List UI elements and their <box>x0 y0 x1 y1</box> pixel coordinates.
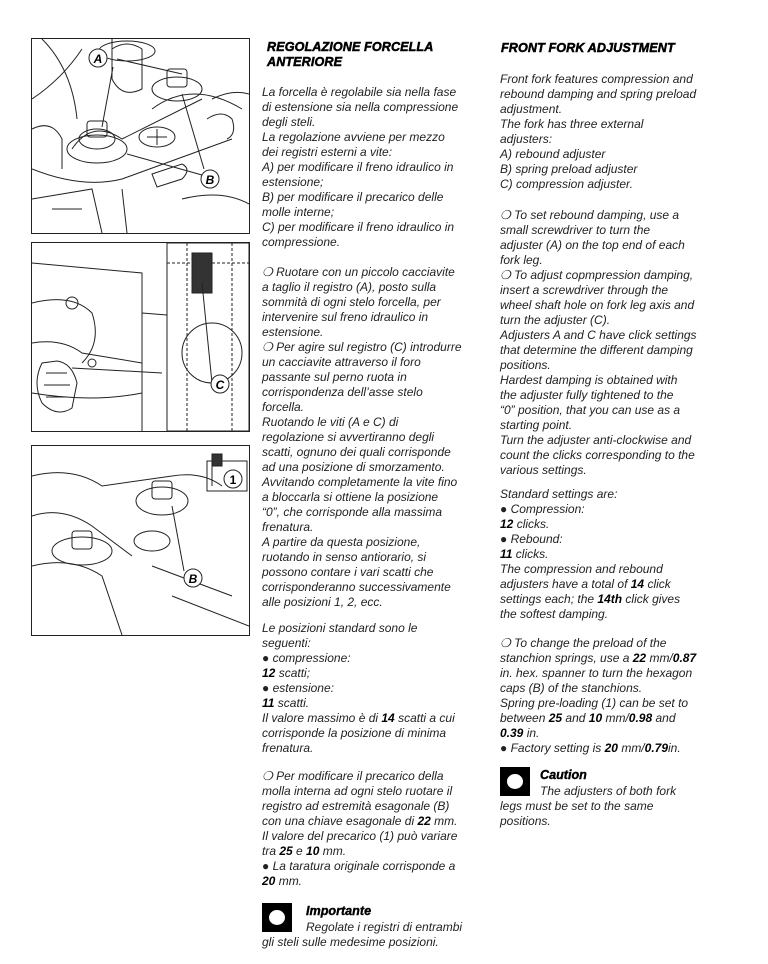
text-line: positions. <box>500 814 551 828</box>
text-segment: adjusters have a total of <box>500 577 631 591</box>
text-line: “0” position, that you can use as a <box>500 403 681 417</box>
text-line: regolazione si avvertiranno degli <box>262 430 435 444</box>
text-segment: and <box>562 711 589 725</box>
text-line: C) compression adjuster. <box>500 177 633 191</box>
text-line: ❍ Ruotare con un piccolo cacciavite <box>262 265 455 279</box>
english-paragraph <box>500 208 697 478</box>
text-line: caps (B) of the stanchions. <box>500 681 643 695</box>
bold-value: 25 <box>279 844 293 858</box>
italian-heading <box>267 40 433 70</box>
bold-value: 0.98 <box>628 711 653 725</box>
bold-value: 20 <box>604 741 618 755</box>
text-line: B) per modificare il precarico delle <box>262 190 444 204</box>
text-line: A partire da questa posizione, <box>262 535 421 549</box>
text-line: Regolate i registri di entrambi <box>306 920 463 934</box>
text-line: in. hex. spanner to turn the hexagon <box>500 666 693 680</box>
text-line <box>262 666 455 681</box>
text-line: fork leg. <box>500 253 543 267</box>
text-segment: mm/ <box>602 711 629 725</box>
text-line: that determine the different damping <box>500 343 693 357</box>
note-title: Importante <box>306 904 372 918</box>
bold-value: 14 <box>630 577 645 591</box>
text-segment: stanchion springs, use a <box>500 651 633 665</box>
text-line <box>500 592 680 607</box>
label-a: A <box>93 52 103 66</box>
text-line: ❍ To adjust copmpression damping, <box>500 268 694 282</box>
text-line: turn the adjuster (C). <box>500 313 611 327</box>
label-b: B <box>205 173 215 187</box>
figure-fork-compression-adjuster <box>31 242 250 432</box>
text-line: B) spring preload adjuster <box>500 162 638 176</box>
label-c: C <box>215 378 225 392</box>
bold-value: 14 <box>381 711 395 725</box>
text-segment: click <box>644 577 671 591</box>
text-segment: mm. <box>275 874 303 888</box>
text-line: degli steli. <box>262 115 316 129</box>
figure-fork-top-adjusters <box>31 38 250 234</box>
text-line: various settings. <box>500 463 587 477</box>
text-line: starting point. <box>500 418 573 432</box>
text-line: ● Rebound: <box>500 532 563 546</box>
bold-value: 12 <box>262 666 276 680</box>
text-line <box>262 874 457 889</box>
bold-value: 0.87 <box>672 651 697 665</box>
text-line <box>262 814 457 829</box>
text-segment: mm. <box>319 844 347 858</box>
text-segment: between <box>500 711 549 725</box>
label-b: B <box>188 572 198 586</box>
note-title: Caution <box>540 768 587 782</box>
text-line: Front fork features compression and <box>500 72 693 86</box>
text-line: corrisponde la posizione di minima <box>262 726 447 740</box>
bold-value: 12 <box>500 517 514 531</box>
text-line: Adjusters A and C have click settings <box>500 328 697 342</box>
text-segment: mm/ <box>617 741 645 755</box>
text-line: ad una posizione di smorzamento. <box>262 460 445 474</box>
text-line <box>500 741 696 756</box>
text-line: alle posizioni 1, 2, ecc. <box>262 595 383 609</box>
text-line: Hardest damping is obtained with <box>500 373 678 387</box>
italian-paragraph <box>262 769 457 889</box>
english-paragraph <box>500 487 680 622</box>
bold-value: 25 <box>548 711 563 725</box>
text-line <box>500 711 696 726</box>
bold-value: 22 <box>632 651 647 665</box>
text-line: intervenire sul freno idraulico in <box>262 310 429 324</box>
text-line: compressione. <box>262 235 341 249</box>
text-line: ● Compression: <box>500 502 585 516</box>
text-line: A) rebound adjuster <box>500 147 606 161</box>
text-line: A) per modificare il freno idraulico in <box>262 160 454 174</box>
text-line: the softest damping. <box>500 607 609 621</box>
text-line: ● La taratura originale corrisponde a <box>262 859 456 873</box>
text-line <box>262 711 455 726</box>
text-line: un cacciavite attraverso il foro <box>262 355 421 369</box>
text-line: adjuster (A) on the top end of each <box>500 238 685 252</box>
text-segment: e <box>292 844 307 858</box>
italian-paragraph <box>262 85 458 250</box>
text-line: The adjusters of both fork <box>540 784 677 798</box>
label-1: 1 <box>229 473 237 487</box>
text-line: positions. <box>500 358 551 372</box>
text-line: rebound damping and spring preload <box>500 87 697 101</box>
text-line: The compression and rebound <box>500 562 663 576</box>
text-line: ❍ To set rebound damping, use a <box>500 208 680 222</box>
text-line: C) per modificare il freno idraulico in <box>262 220 455 234</box>
text-line: “0”, che corrisponde alla massima <box>262 505 443 519</box>
text-segment: mm. <box>430 814 458 828</box>
bold-value: 11 <box>262 696 275 710</box>
text-segment: scatti; <box>275 666 311 680</box>
text-line: insert a screwdriver through the <box>500 283 669 297</box>
text-line: The fork has three external <box>500 117 644 131</box>
text-line: registro ad estremità esagonale (B) <box>262 799 450 813</box>
text-line: passante sul perno ruota in <box>262 370 407 384</box>
text-line: legs must be set to the same <box>500 799 654 813</box>
text-line: frenatura. <box>262 741 314 755</box>
text-line: ❍ To change the preload of the <box>500 636 667 650</box>
text-line: estensione; <box>262 175 324 189</box>
heading-line: FRONT FORK ADJUSTMENT <box>501 41 675 55</box>
text-segment: ● Factory setting is <box>500 741 605 755</box>
text-line: dei registri esterni a vite: <box>262 145 393 159</box>
italian-paragraph <box>262 265 462 610</box>
bold-value: 0.39 <box>500 726 524 740</box>
text-line: Ruotando le viti (A e C) di <box>262 415 399 429</box>
text-line: Le posizioni standard sono le <box>262 621 418 635</box>
text-segment: in. <box>523 726 540 740</box>
text-line: possono contare i vari scatti che <box>262 565 434 579</box>
text-segment: clicks. <box>512 547 549 561</box>
bold-value: 10 <box>588 711 603 725</box>
text-line: Avvitando completamente la vite fino <box>262 475 458 489</box>
text-line: the adjuster fully tightened to the <box>500 388 674 402</box>
text-line: frenatura. <box>262 520 314 534</box>
text-line <box>500 517 680 532</box>
text-line: seguenti: <box>262 636 311 650</box>
text-segment: scatti a cui <box>394 711 455 725</box>
text-line: gli steli sulle medesime posizioni. <box>262 935 439 949</box>
text-line: sommità di ogni stelo forcella, per <box>262 295 441 309</box>
text-line <box>500 577 680 592</box>
text-segment: mm/ <box>646 651 673 665</box>
text-line <box>500 726 696 741</box>
text-segment: clicks. <box>513 517 550 531</box>
text-line: Turn the adjuster anti-clockwise and <box>500 433 692 447</box>
text-line <box>262 844 457 859</box>
figure-fork-preload-adjuster <box>31 445 250 636</box>
bold-value: 0.79 <box>644 741 669 755</box>
text-line: ❍ Per agire sul registro (C) introdurre <box>262 340 462 354</box>
text-line: small screwdriver to turn the <box>500 223 651 237</box>
english-paragraph <box>500 636 696 756</box>
text-line: ❍ Per modificare il precarico della <box>262 769 444 783</box>
text-segment: Il valore massimo è di <box>262 711 382 725</box>
text-segment: scatti. <box>274 696 310 710</box>
english-paragraph <box>500 72 696 192</box>
text-line: a bloccarla si ottiene la posizione <box>262 490 439 504</box>
text-line: count the clicks corresponding to the <box>500 448 695 462</box>
bold-value: 14th <box>597 592 623 606</box>
text-line: wheel shaft hole on fork leg axis and <box>500 298 695 312</box>
text-line: corrispondenza dell’asse stelo <box>262 385 423 399</box>
bold-value: 10 <box>306 844 320 858</box>
bold-value: 22 <box>417 814 431 828</box>
text-line: ruotando in senso antiorario, si <box>262 550 427 564</box>
text-line <box>500 547 680 562</box>
text-line: scatti, ognuno dei quali corrisponde <box>262 445 451 459</box>
text-line: Standard settings are: <box>500 487 618 501</box>
text-line: molla interna ad ogni stelo ruotare il <box>262 784 453 798</box>
bold-value: 20 <box>262 874 276 888</box>
text-segment: settings each; the <box>500 592 598 606</box>
text-line: adjusters: <box>500 132 553 146</box>
text-line: di estensione sia nella compressione <box>262 100 459 114</box>
note-text <box>262 920 462 950</box>
heading-line: REGOLAZIONE FORCELLA <box>267 40 434 54</box>
text-line: molle interne; <box>262 205 335 219</box>
bold-value: 11 <box>500 547 513 561</box>
text-line: Spring pre-loading (1) can be set to <box>500 696 689 710</box>
text-segment: click gives <box>622 592 681 606</box>
text-segment: and <box>652 711 676 725</box>
text-segment: tra <box>262 844 280 858</box>
text-line: La regolazione avviene per mezzo <box>262 130 445 144</box>
text-segment: con una chiave esagonale di <box>262 814 418 828</box>
text-line: ● compressione: <box>262 651 351 665</box>
text-line: estensione. <box>262 325 324 339</box>
text-line: a taglio il registro (A), posto sulla <box>262 280 437 294</box>
english-heading <box>501 41 675 56</box>
text-line: adjustment. <box>500 102 563 116</box>
text-line: forcella. <box>262 400 305 414</box>
text-line: Il valore del precarico (1) può variare <box>262 829 458 843</box>
heading-line: ANTERIORE <box>267 55 343 69</box>
note-text <box>500 784 676 829</box>
text-line: La forcella è regolabile sia nella fase <box>262 85 457 99</box>
text-segment: in. <box>668 741 681 755</box>
italian-paragraph <box>262 621 455 756</box>
text-line <box>262 696 455 711</box>
text-line: ● estensione: <box>262 681 334 695</box>
text-line: corrisponderanno successivamente <box>262 580 451 594</box>
text-line <box>500 651 696 666</box>
